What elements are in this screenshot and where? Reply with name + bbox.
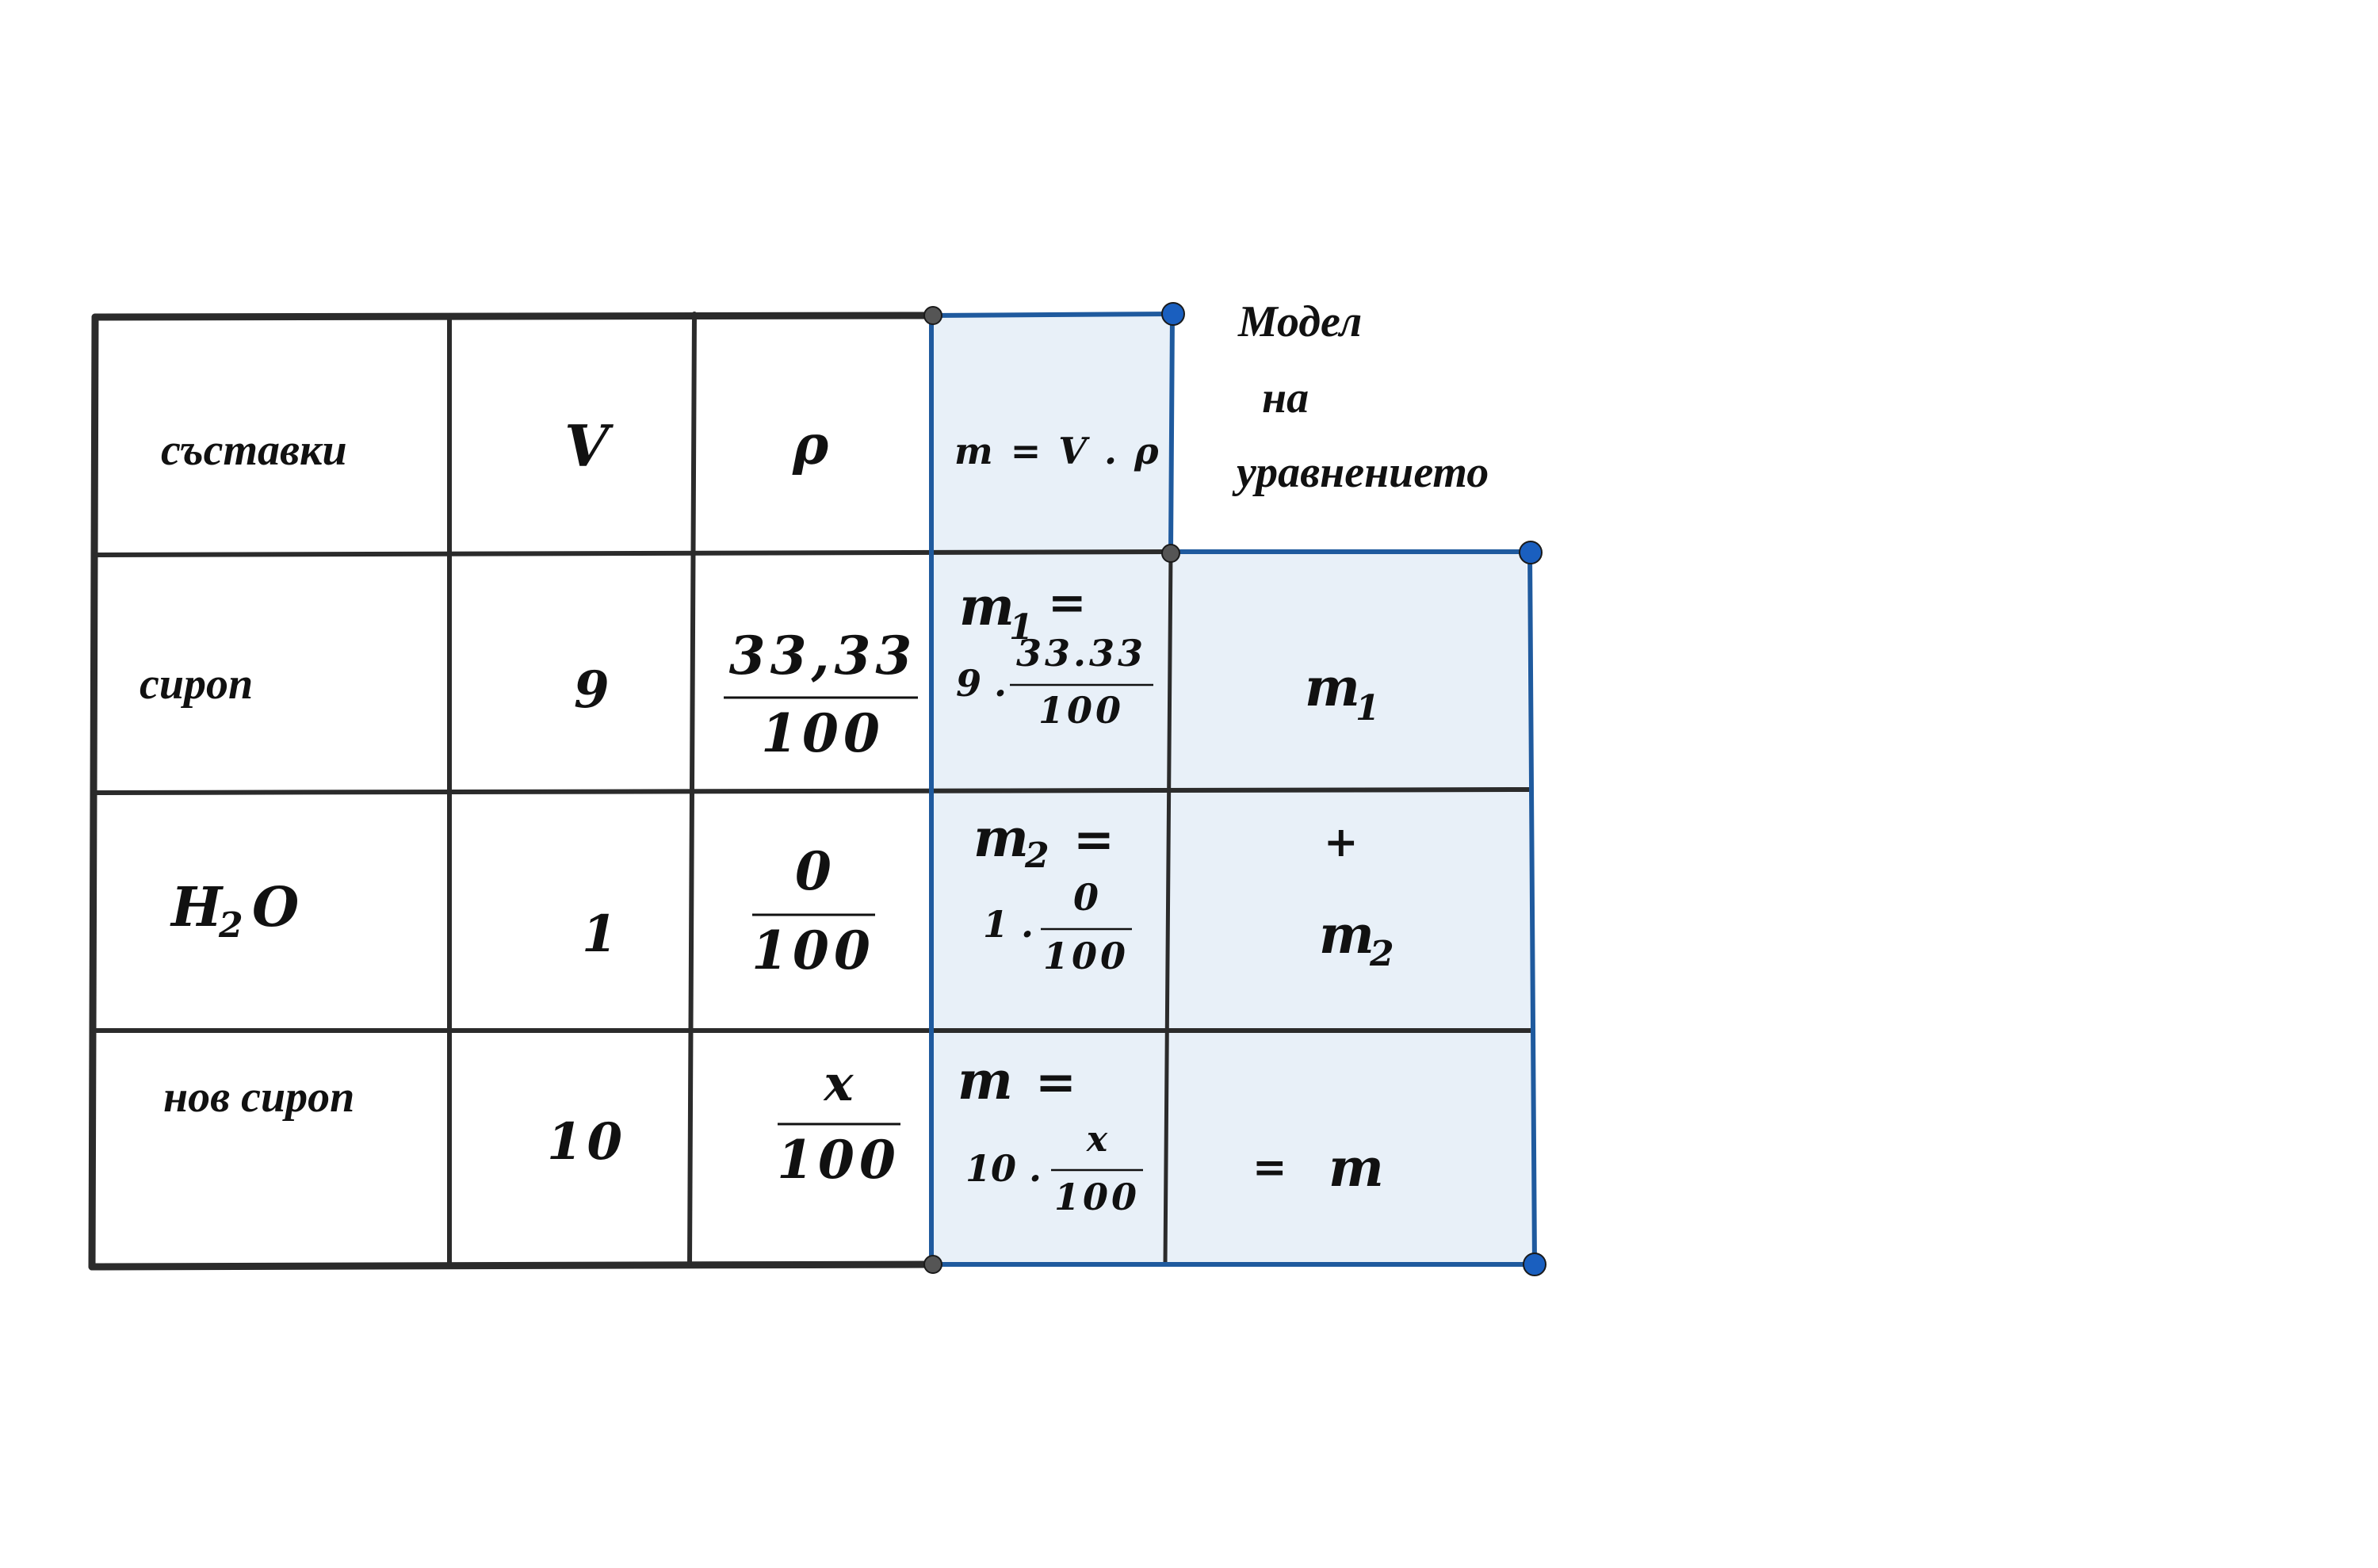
row2-plus: + xyxy=(1324,818,1359,866)
row2-rho-num: 0 xyxy=(795,840,832,902)
vertex-blue-right xyxy=(1520,541,1542,564)
model-label-line1: Модел xyxy=(1238,297,1363,346)
vertex-gray-top xyxy=(924,307,942,324)
model-label-line3: уравнението xyxy=(1237,448,1489,497)
row3-rho-num: x xyxy=(824,1054,854,1112)
row2-coef: 1 . xyxy=(983,903,1034,946)
row1-model-sub: 1 xyxy=(1355,688,1380,729)
row3-coef: 10 . xyxy=(965,1147,1042,1190)
row1-model-m: m xyxy=(1305,656,1360,718)
model-formula-right-edge xyxy=(1171,314,1172,552)
row1-frac-num: 33.33 xyxy=(1015,632,1147,675)
model-label xyxy=(1232,297,1489,497)
model-label-line2: на xyxy=(1262,373,1309,423)
row3-model-m: m xyxy=(1329,1137,1384,1199)
vertex-gray-bottom xyxy=(924,1256,942,1273)
row3-frac-num: x xyxy=(1086,1119,1108,1160)
row1-volume: 9 xyxy=(574,660,610,720)
row2-frac-den: 100 xyxy=(1042,935,1130,977)
row2-volume: 1 xyxy=(582,904,617,964)
header-density: ρ xyxy=(793,414,829,477)
row1-rho-den: 100 xyxy=(761,702,885,764)
row2-model-m: m xyxy=(1319,904,1374,966)
row3-rho-den: 100 xyxy=(777,1129,900,1191)
row3-m-eq: = xyxy=(1035,1053,1076,1111)
header-formula: m = V . ρ xyxy=(954,430,1161,472)
vertex-gray-mid xyxy=(1162,545,1179,562)
row3-name: нов сироп xyxy=(163,1073,355,1122)
row3-volume: 10 xyxy=(547,1112,628,1172)
row1-rho-num: 33,33 xyxy=(728,625,917,686)
row1-name: сироп xyxy=(140,660,254,709)
header-volume: V xyxy=(564,412,609,480)
row2-name-end: O xyxy=(252,876,300,939)
row2-m-eq: = xyxy=(1073,810,1114,868)
row3-frac-den: 100 xyxy=(1053,1176,1141,1218)
row1-frac-den: 100 xyxy=(1038,689,1125,732)
row1-coef: 9 . xyxy=(956,662,1007,705)
table-top-border xyxy=(95,316,931,317)
row2-m-left: m xyxy=(973,807,1029,869)
row2-rho-den: 100 xyxy=(751,920,875,981)
row1-m-left: m xyxy=(959,576,1015,637)
row1-m-sub: 1 xyxy=(1009,607,1034,648)
model-top-edge xyxy=(931,314,1172,316)
row2-frac-num: 0 xyxy=(1072,876,1099,919)
row1-m-eq: = xyxy=(1048,576,1087,629)
row-divider-2 xyxy=(94,790,1530,793)
row-divider-1 xyxy=(95,552,1171,555)
row2-m-sub: 2 xyxy=(1025,836,1049,876)
header-ingredients: съставки xyxy=(161,426,347,475)
vertex-blue-top xyxy=(1162,303,1184,325)
row2-name-sub: 2 xyxy=(219,905,243,946)
row2-name-main: H xyxy=(171,876,223,939)
vertex-blue-bottom xyxy=(1524,1253,1546,1275)
table-bottom-border xyxy=(92,1264,931,1267)
row3-m-left: m xyxy=(958,1050,1013,1111)
row2-model-sub: 2 xyxy=(1370,934,1394,974)
row3-model-eq: = xyxy=(1252,1143,1287,1191)
